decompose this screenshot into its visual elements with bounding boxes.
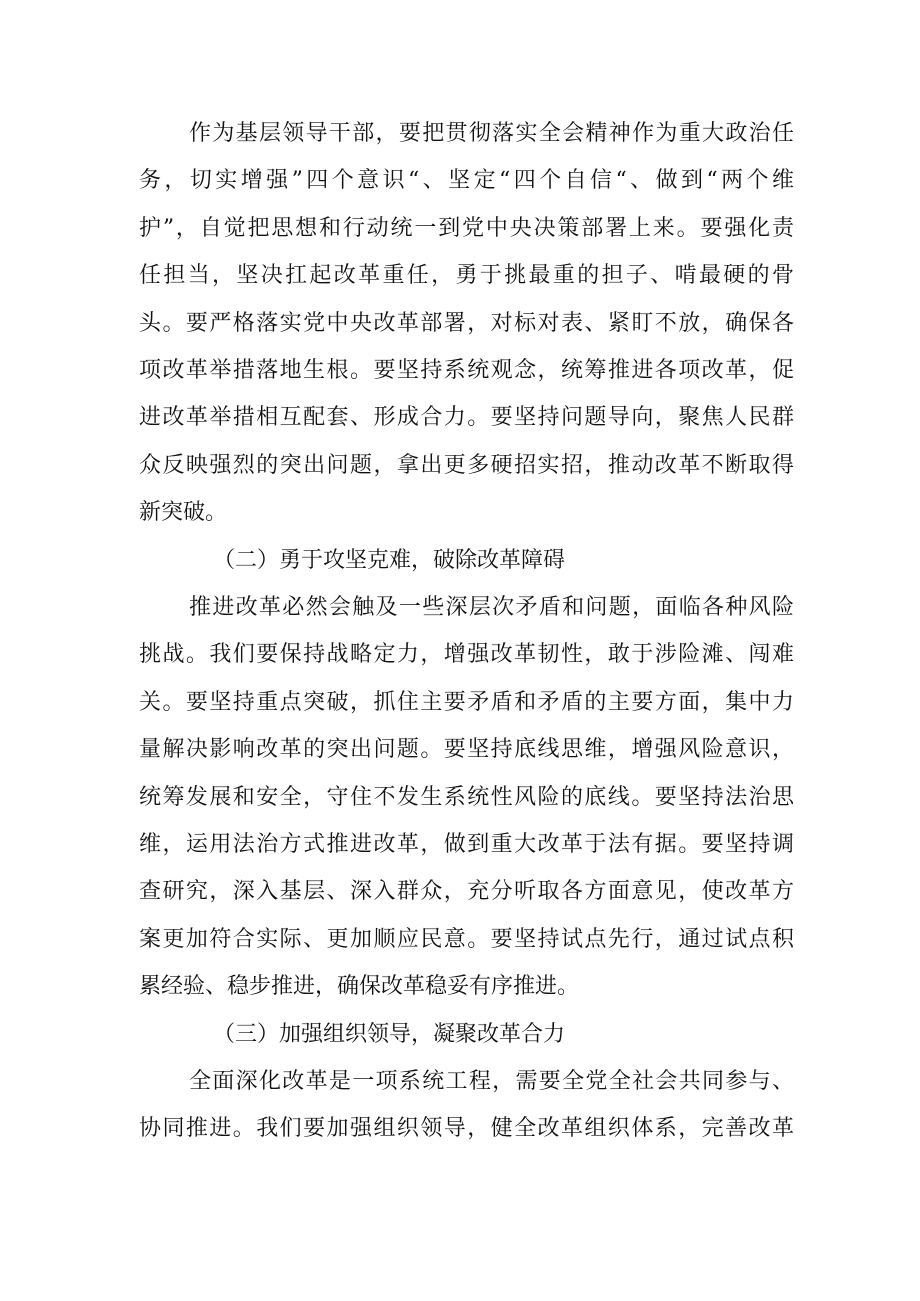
- section-heading: （三）加强组织领导，凝聚改革合力: [213, 1021, 566, 1047]
- paragraph-line: 全面深化改革是一项系统工程，需要全党全社会共同参与、: [189, 1069, 794, 1094]
- paragraph-line: 作为基层领导干部，要把贯彻落实全会精神作为重大政治任: [189, 121, 794, 146]
- section-heading: （二）勇于攻坚克难，破除改革障碍: [213, 547, 566, 573]
- paragraph-line: 众反映强烈的突出问题，拿出更多硬招实招，推动改革不断取得: [139, 452, 794, 478]
- paragraph-line: 新突破。: [139, 500, 228, 526]
- paragraph-line: 任担当，坚决扛起改革重任，勇于挑最重的担子、啃最硬的骨: [139, 263, 794, 289]
- paragraph-line: 维，运用法治方式推进改革，做到重大改革于法有据。要坚持调: [139, 832, 794, 857]
- paragraph-line: 推进改革必然会触及一些深层次矛盾和问题，面临各种风险: [189, 595, 794, 620]
- paragraph-line: 头。要严格落实党中央改革部署，对标对表、紧盯不放，确保各: [139, 310, 794, 336]
- paragraph-line: 统筹发展和安全，守住不发生系统性风险的底线。要坚持法治思: [139, 784, 794, 810]
- paragraph-line: 协同推进。我们要加强组织领导，健全改革组织体系，完善改革: [139, 1116, 794, 1142]
- paragraph-line: 务，切实增强”四个意识“、坚定“四个自信“、做到“两个维: [139, 168, 794, 194]
- paragraph-line: 进改革举措相互配套、形成合力。要坚持问题导向，聚焦人民群: [139, 405, 794, 431]
- paragraph-line: 量解决影响改革的突出问题。要坚持底线思维，增强风险意识，: [139, 737, 794, 763]
- paragraph-line: 项改革举措落地生根。要坚持系统观念，统筹推进各项改革，促: [139, 358, 794, 383]
- paragraph-line: 累经验、稳步推进，确保改革稳妥有序推进。: [139, 974, 580, 1000]
- paragraph-line: 挑战。我们要保持战略定力，增强改革韧性，敢于涉险滩、闯难: [139, 642, 794, 668]
- paragraph-line: 案更加符合实际、更加顺应民意。要坚持试点先行，通过试点积: [139, 926, 794, 952]
- paragraph-line: 查研究，深入基层、深入群众，充分听取各方面意见，使改革方: [139, 879, 794, 905]
- paragraph-line: 护”，自觉把思想和行动统一到党中央决策部署上来。要强化责: [139, 215, 794, 241]
- paragraph-line: 关。要坚持重点突破，抓住主要矛盾和矛盾的主要方面，集中力: [139, 689, 794, 715]
